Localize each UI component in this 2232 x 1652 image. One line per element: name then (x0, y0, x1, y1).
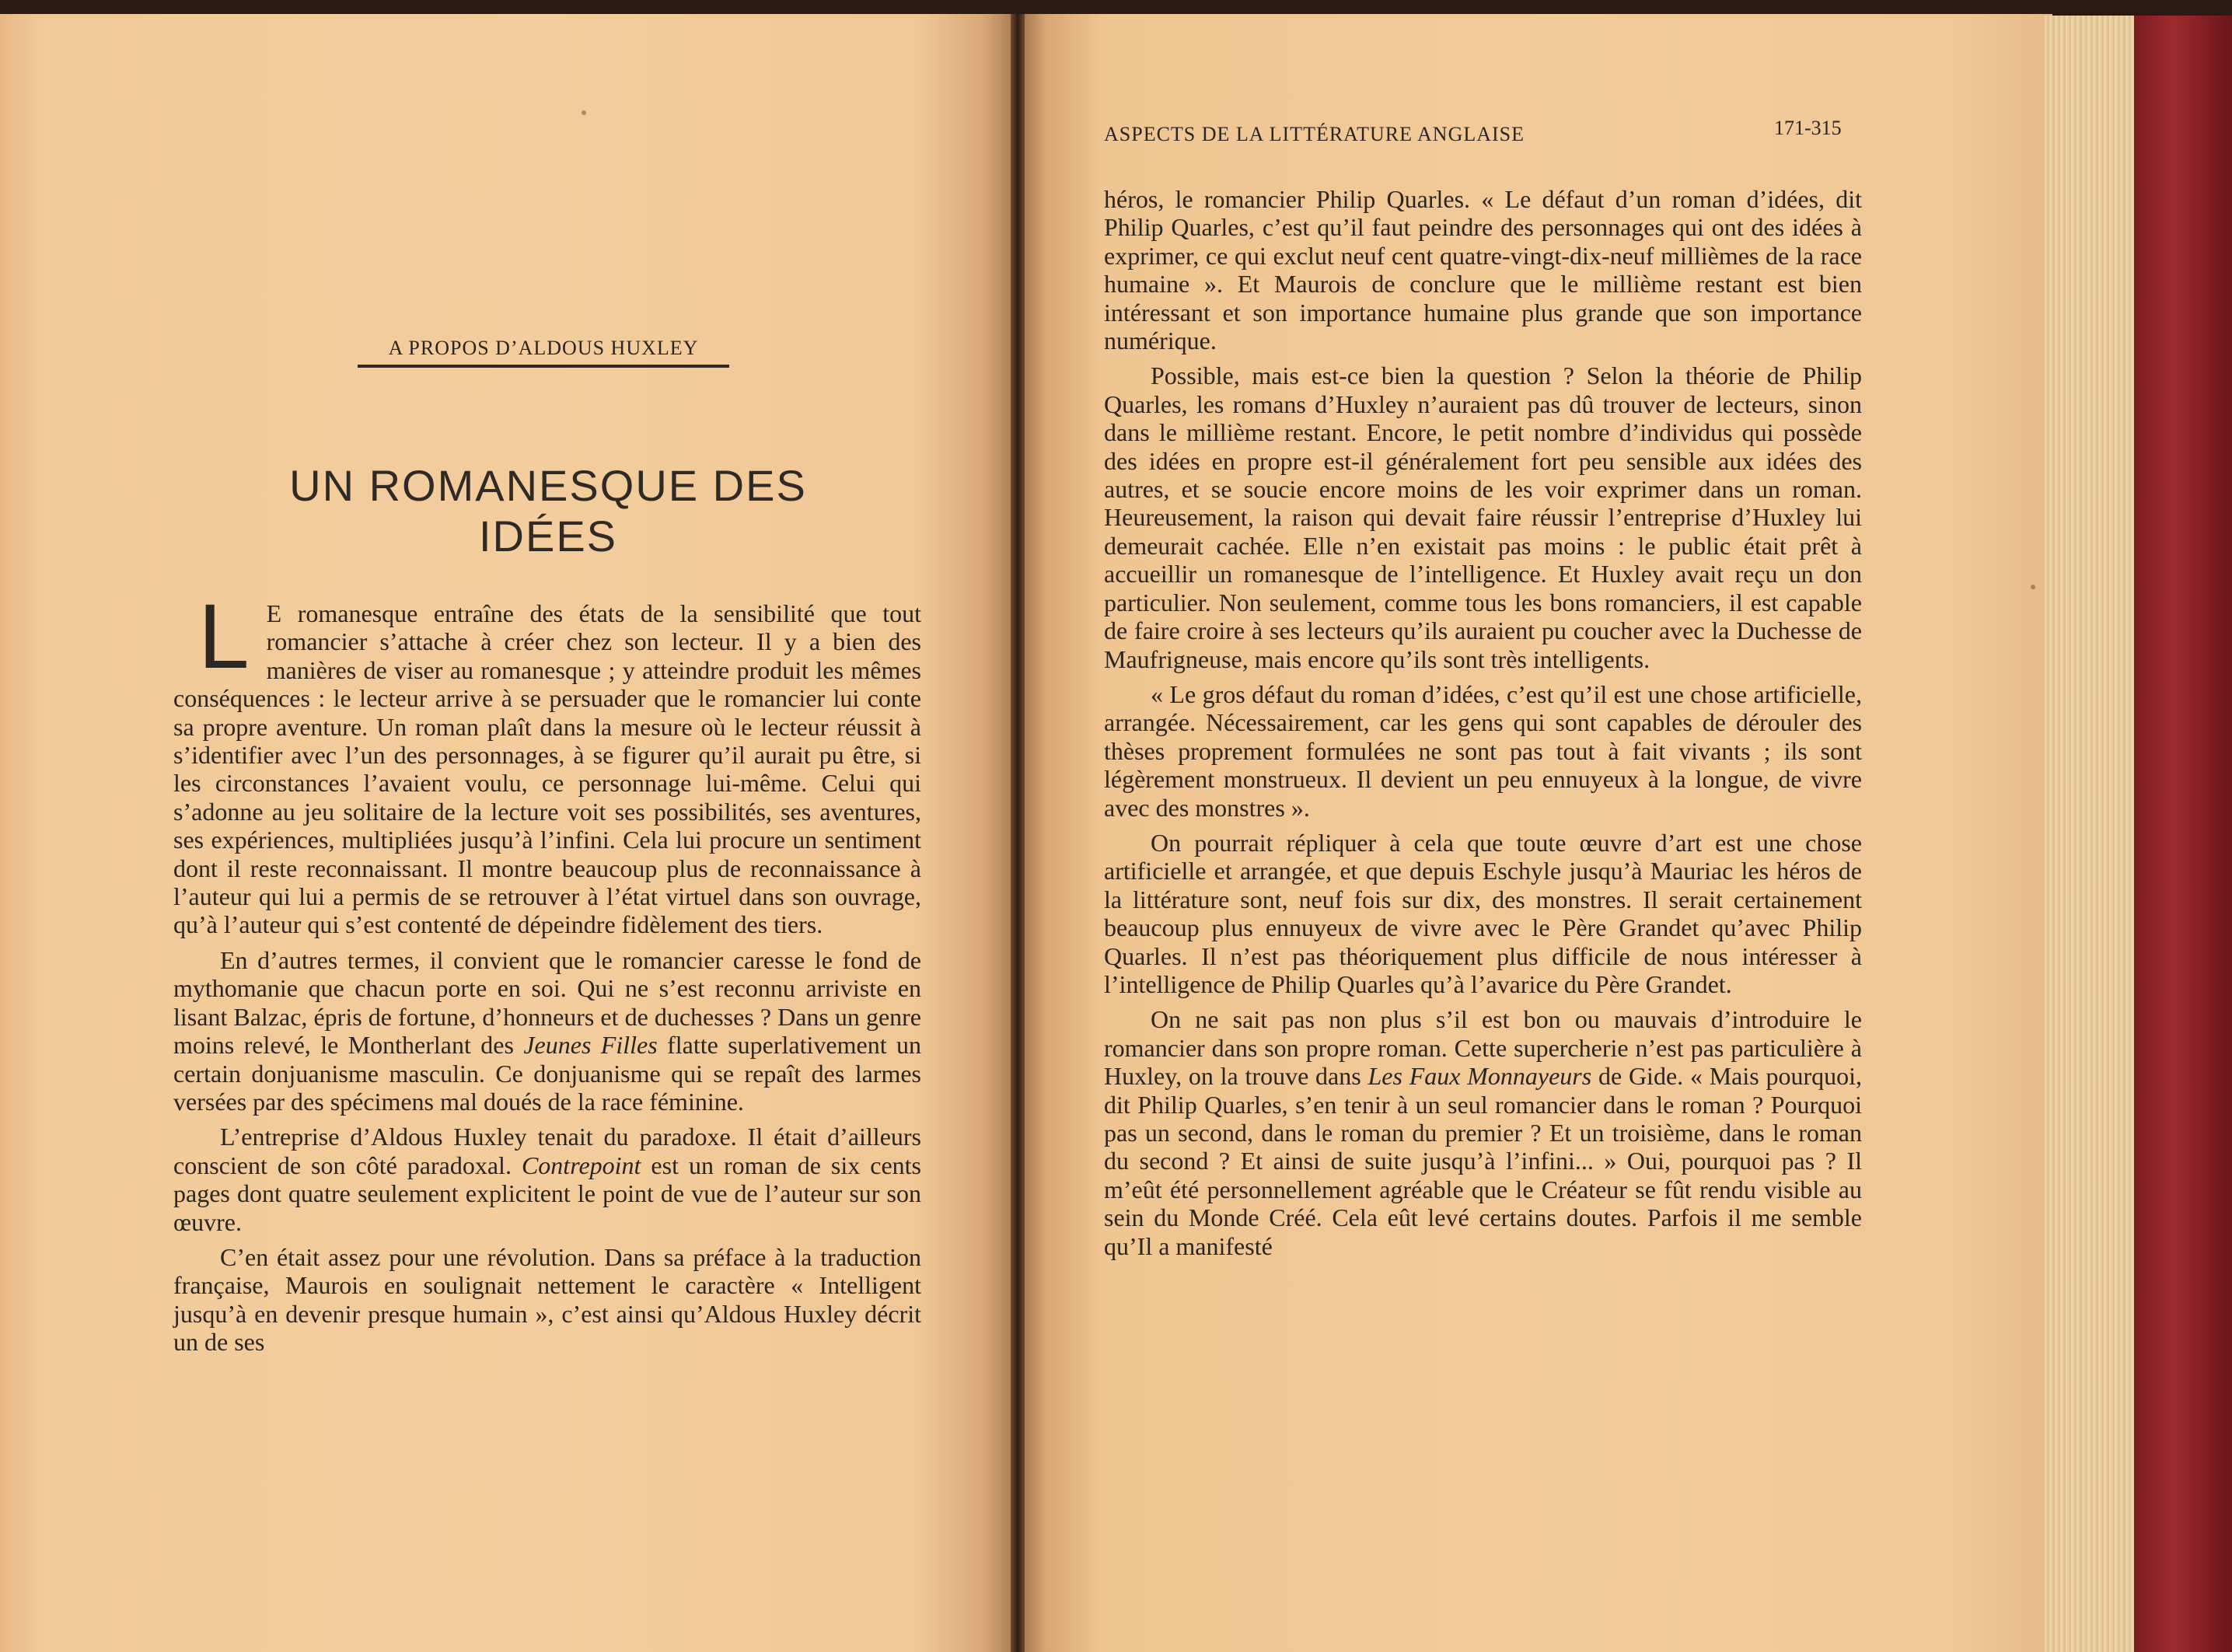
running-head: ASPECTS DE LA LITTÉRATURE ANGLAISE (1104, 123, 1525, 145)
paragraph: Possible, mais est-ce bien la question ? Selon la théorie de Philip Quarles, les romans d’Huxley n’auraient pas dû trouver de lecteurs, sinon dans le millième restant. Encore, le petit nombre d’individus qui possède des idées en propre est-il généralement fort peu sensible aux idées des autres, et se soucie encore moins de les voir exprimer dans un roman. Heureusement, la raison qui devait faire réussir l’entreprise d’Huxley lui demeurait cachée. Elle n’en existait pas moins : le public était prêt à accueillir un romanesque de l’intelligence. Et Huxley avait reçu un don particulier. Non seulement, comme tous les bons romanciers, il est capable de faire croire à ses lecteurs qu’ils auraient pu coucher avec la Duchesse de Maufrigneuse, mais encore qu’ils sont très intelligents. (1104, 361, 1862, 673)
paragraph-text: L’entreprise d’Aldous Huxley tenait du paradoxe. Il était d’ailleurs conscient de son côté paradoxal. (173, 1123, 921, 1179)
paragraph-text: E romanesque entraîne des états de la sensibilité que tout romancier s’attache à créer chez son lecteur. Il y a bien des manières de viser au romanesque ; y atteindre produit les mêmes conséquences : le lecteur arrive à se persuader que le romancier lui conte sa propre aventure. Un roman plaît dans la mesure où le lecteur réussit à s’identifier avec l’un des personnages, à se figurer qu’il aurait pu être, si les circonstances l’avaient voulu, ce personnage lui-même. Celui qui s’adonne au jeu solitaire de la lecture voit ses possibilités, ses aventures, ses expériences, multipliées jusqu’à l’infini. Cela lui procure un sentiment dont il reste reconnaissant. Il montre beaucoup plus de reconnaissance à l’auteur qui lui a permis de se retrouver à l’état virtuel dans son ouvrage, qu’à l’auteur qui s’est contenté de dépeindre fidèlement des tiers. (173, 599, 921, 939)
right-page-body (1104, 185, 1862, 1260)
drop-cap: L (198, 585, 250, 688)
paragraph: « Le gros défaut du roman d’idées, c’est qu’il est une chose artificielle, arrangée. Nécessairement, car les gens qui sont capables de dérouler des thèses proprement formulées ne sont pas tout à fait vivants ; ils sont légèrement monstrueux. Il devient un peu ennuyeux à la longue, de vivre avec des monstres ». (1104, 679, 1862, 822)
book-title: Contrepoint (521, 1151, 641, 1179)
book-cover-edge (2134, 16, 2232, 1652)
paper-speck (2031, 585, 2035, 589)
book-title: Jeunes Filles (523, 1031, 658, 1060)
paragraph: On pourrait répliquer à cela que toute œuvre d’art est une chose artificielle et arrangée, et que depuis Eschyle jusqu’à Mauriac les héros de la littérature sont, neuf fois sur dix, des monstres. Il serait certainement beaucoup plus ennuyeux de vivre avec le Père Grandet qu’avec Philip Quarles. Il n’est pas théoriquement plus difficile de nous intéresser à l’intelligence de Philip Quarles qu’à l’avarice du Père Grandet. (1104, 828, 1862, 998)
paragraph (173, 585, 921, 939)
page-number: 171-315 (1774, 117, 1842, 139)
paragraph (173, 946, 921, 1116)
paragraph: C’en était assez pour une révolution. Dans sa préface à la traduction française, Maurois en soulignait nettement le caractère « Intelligent jusqu’à en devenir presque humain », c’est ainsi qu’Aldous Huxley décrit un de ses (173, 1242, 921, 1357)
paragraph (1104, 1005, 1862, 1260)
paragraph-text: est un roman de six cents pages dont quatre seulement explicitent le point de vue de l’auteur sur son œuvre. (173, 1151, 922, 1236)
book-title: Les Faux Monnayeurs (1367, 1062, 1592, 1091)
paragraph-text: flatte superlativement un certain donjuanisme masculin. Ce donjuanisme qui se repaît des larmes versées par des spécimens mal doués de la race féminine. (173, 1031, 922, 1116)
paragraph-text: En d’autres termes, il convient que le romancier caresse le fond de mythomanie que chacun porte en soi. Qui ne s’est reconnu arriviste en lisant Balzac, épris de fortune, d’honneurs et de duchesses ? Dans un genre moins relevé, le Montherlant des (173, 945, 921, 1060)
paragraph-text: On ne sait pas non plus s’il est bon ou mauvais d’introduire le romancier dans son propre roman. Cette supercherie n’est pas particulière à Huxley, on la trouve dans (1104, 1005, 1862, 1091)
left-page-body (173, 585, 922, 1357)
paragraph-text: de Gide. « Mais pourquoi, dit Philip Quarles, s’en tenir à un seul romancier dans le roman ? Pourquoi pas un second, dans le roman du premier ? Et un troisième, dans le roman du second ? Et ainsi de suite jusqu’à l’infini... » Oui, pourquoi pas ? Il m’eût été personnellement agréable que le Créateur se fût rendu visible au sein du Monde Créé. Cela eût levé certains doutes. Parfois il me semble qu’Il a manifesté (1104, 1062, 1863, 1260)
paragraph: héros, le romancier Philip Quarles. « Le défaut d’un roman d’idées, dit Philip Quarles, c’est qu’il faut peindre des personnages qui ont des idées à exprimer, ce qui exclut neuf cent quatre-vingt-dix-neuf millièmes de la race humaine ». Et Maurois de conclure que le millième restant est bien intéressant et son importance humaine plus grande que son importance numérique. (1104, 185, 1862, 355)
book-gutter (1011, 14, 1025, 1652)
paragraph (173, 1123, 921, 1236)
chapter-title: UN ROMANESQUE DES IDÉES (289, 461, 807, 561)
section-heading: A PROPOS D’ALDOUS HUXLEY (358, 337, 729, 368)
paper-speck (582, 110, 586, 115)
